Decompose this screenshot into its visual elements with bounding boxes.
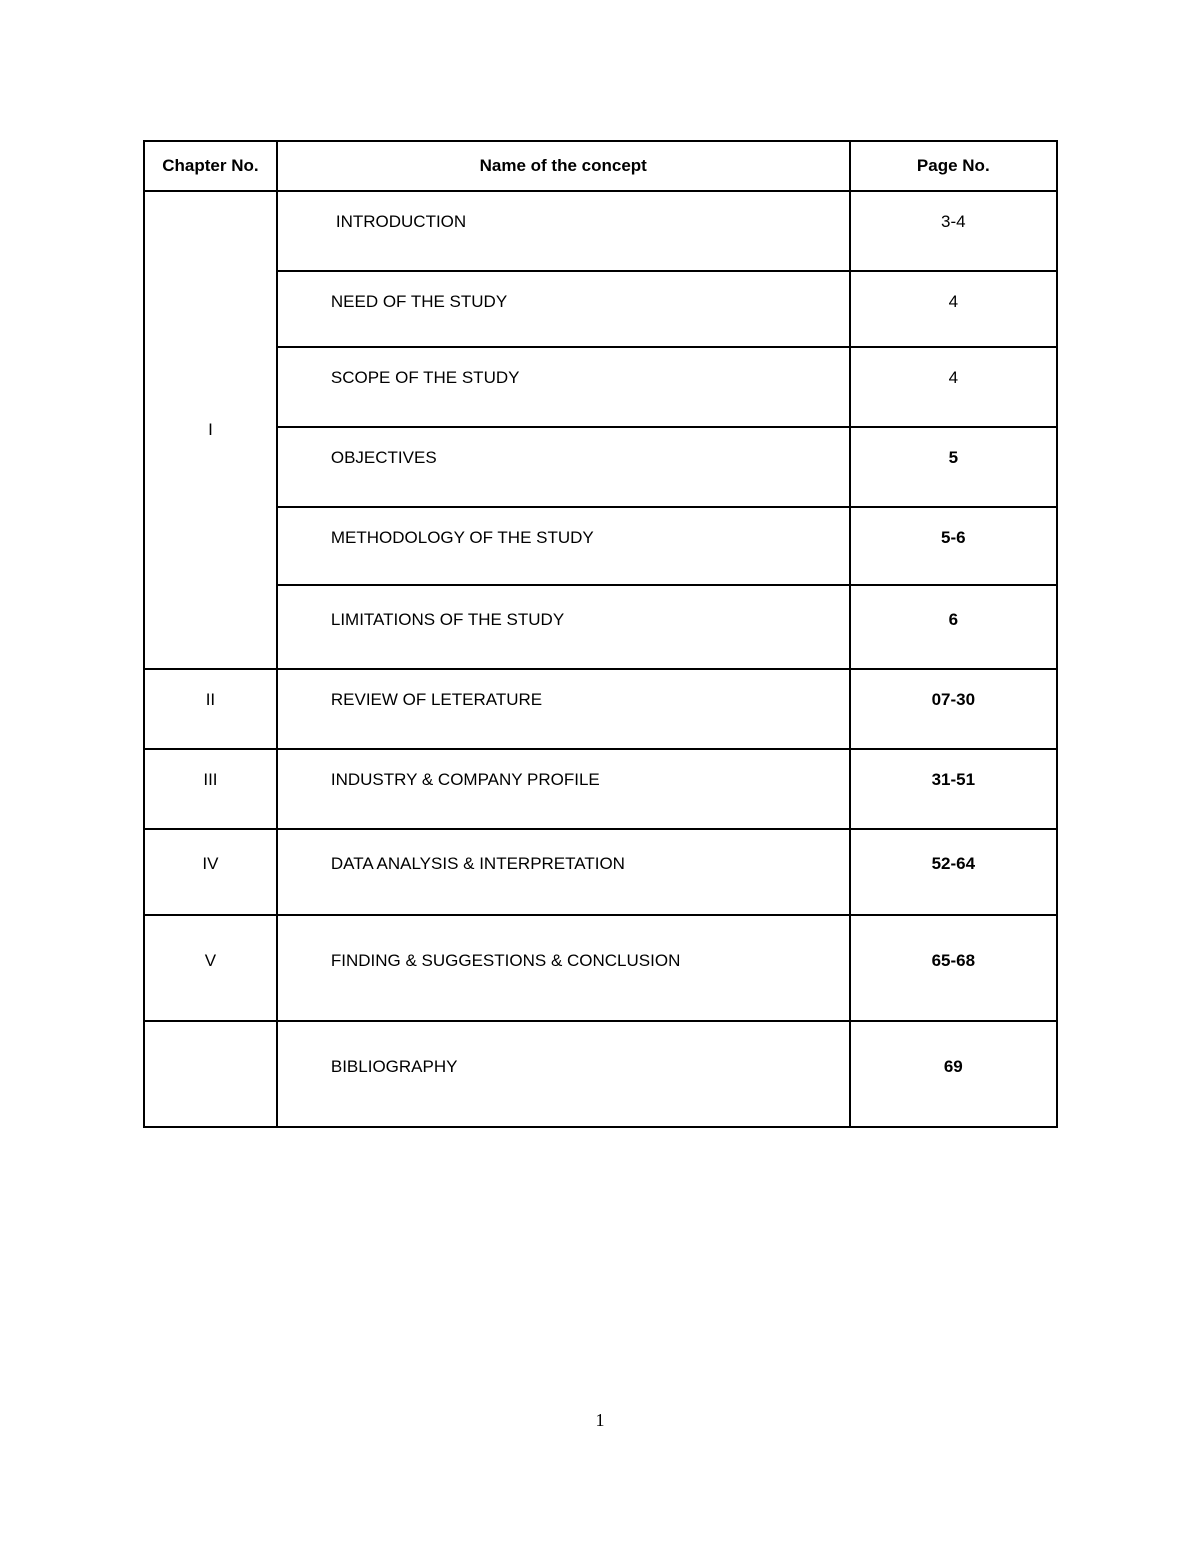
table-row — [144, 507, 1057, 585]
header-concept-name: Name of the concept — [277, 141, 850, 191]
concept-cell: NEED OF THE STUDY — [277, 271, 850, 347]
table-header-row — [144, 141, 1057, 191]
chapter-cell — [144, 1021, 277, 1127]
page-cell: 3-4 — [850, 191, 1057, 271]
chapter-cell: III — [144, 749, 277, 829]
page-cell: 07-30 — [850, 669, 1057, 749]
chapter-number: I — [208, 420, 213, 439]
concept-cell: FINDING & SUGGESTIONS & CONCLUSION — [277, 915, 850, 1021]
table-row — [144, 669, 1057, 749]
page-cell: 69 — [850, 1021, 1057, 1127]
page-number: 1 — [595, 1410, 605, 1430]
table-row — [144, 191, 1057, 271]
table-row — [144, 271, 1057, 347]
concept-cell: METHODOLOGY OF THE STUDY — [277, 507, 850, 585]
table-row — [144, 749, 1057, 829]
concept-cell: DATA ANALYSIS & INTERPRETATION — [277, 829, 850, 915]
concept-cell: REVIEW OF LETERATURE — [277, 669, 850, 749]
chapter-cell: IV — [144, 829, 277, 915]
page-cell: 4 — [850, 347, 1057, 427]
chapter-cell — [144, 191, 277, 669]
concept-cell: SCOPE OF THE STUDY — [277, 347, 850, 427]
page-cell: 31-51 — [850, 749, 1057, 829]
page-cell: 65-68 — [850, 915, 1057, 1021]
page-cell: 6 — [850, 585, 1057, 669]
concept-cell: LIMITATIONS OF THE STUDY — [277, 585, 850, 669]
chapter-cell: V — [144, 915, 277, 1021]
concept-cell: BIBLIOGRAPHY — [277, 1021, 850, 1127]
table-row — [144, 915, 1057, 1021]
concept-cell: OBJECTIVES — [277, 427, 850, 507]
table-row — [144, 427, 1057, 507]
concept-cell: INDUSTRY & COMPANY PROFILE — [277, 749, 850, 829]
page-cell: 5 — [850, 427, 1057, 507]
page-cell: 52-64 — [850, 829, 1057, 915]
table-row — [144, 585, 1057, 669]
table-row — [144, 829, 1057, 915]
table-row — [144, 347, 1057, 427]
header-chapter-no: Chapter No. — [144, 141, 277, 191]
page-cell: 4 — [850, 271, 1057, 347]
table-of-contents — [143, 140, 1058, 1128]
chapter-cell: II — [144, 669, 277, 749]
header-page-no: Page No. — [850, 141, 1057, 191]
concept-cell: INTRODUCTION — [277, 191, 850, 271]
page-cell: 5-6 — [850, 507, 1057, 585]
table-row — [144, 1021, 1057, 1127]
